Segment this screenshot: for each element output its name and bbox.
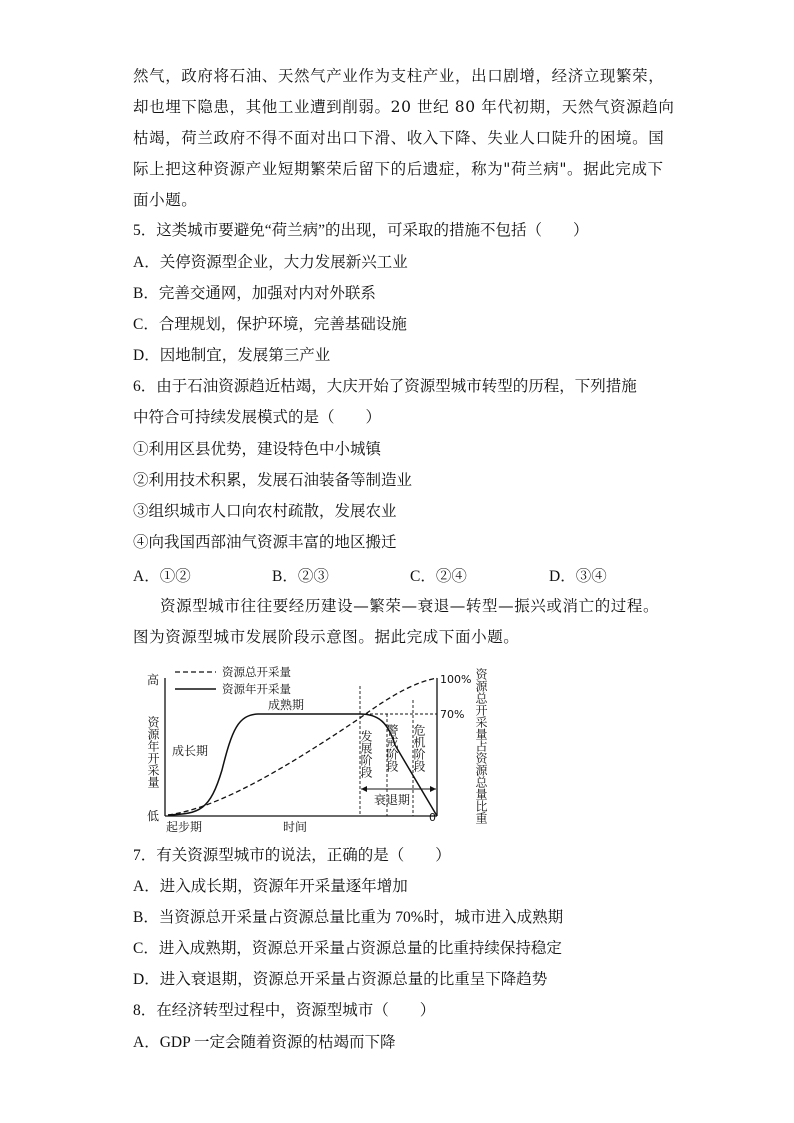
question-6-option-a[interactable]: A．①② [133,568,191,585]
warning-phase-label: 警戒阶段 [385,724,399,772]
question-6-item: ①利用区县优势，建设特色中小城镇 [133,441,382,458]
question-5-stem: 5．这类城市要避免“荷兰病”的出现，可采取的措施不包括（ ） [133,222,589,239]
question-8-option-a[interactable]: A．GDP 一定会随着资源的枯竭而下降 [133,1034,396,1051]
crisis-phase-label: 危机阶段 [412,724,426,772]
figure-intro: 资源型城市往往要经历建设—繁荣—衰退—转型—振兴或消亡的过程。 [160,597,660,615]
legend-total-label: 资源总开采量 [222,665,291,679]
legend-annual-label: 资源年开采量 [222,682,291,696]
right-70-label: 70% [440,708,465,721]
question-6-option-d[interactable]: D．③④ [549,568,607,585]
question-6-option-b[interactable]: B．②③ [272,568,329,585]
x-axis-label: 时间 [283,820,308,834]
right-100-label: 100% [440,673,472,686]
question-6-stem: 6．由于石油资源趋近枯竭，大庆开始了资源型城市转型的历程，下列措施 [133,378,637,395]
right-zero-label: 0 [429,811,436,824]
question-6-item: ②利用技术积累，发展石油装备等制造业 [133,472,413,489]
question-6-stem: 中符合可持续发展模式的是（ ） [133,409,382,426]
question-5-option-c[interactable]: C．合理规划，保护环境，完善基础设施 [133,316,407,333]
question-5-option-d[interactable]: D．因地制宜，发展第三产业 [133,347,331,364]
right-axis-label: 资源总开采量占资源总量比重 [474,668,488,824]
passage-line: 际上把这种资源产业短期繁荣后留下的后遗症，称为"荷兰病"。据此完成下 [133,160,664,178]
passage-line: 面小题。 [133,191,198,209]
question-7-option-d[interactable]: D．进入衰退期，资源总开采量占资源总量的比重呈下降趋势 [133,971,548,988]
question-6-options [133,564,653,586]
question-8-stem: 8．在经济转型过程中，资源型城市（ ） [133,1002,436,1019]
question-5-option-b[interactable]: B．完善交通网，加强对内对外联系 [133,285,376,302]
question-7-option-b[interactable]: B．当资源总开采量占资源总量比重为 70%时，城市进入成熟期 [133,909,564,926]
resource-city-stage-diagram [140,660,500,840]
question-6-item: ③组织城市人口向农村疏散，发展农业 [133,503,397,520]
question-7-stem: 7．有关资源型城市的说法，正确的是（ ） [133,847,451,864]
left-low-label: 低 [147,809,160,823]
start-stage-label: 起步期 [166,820,203,834]
question-5-option-a[interactable]: A．关停资源型企业，大力发展新兴工业 [133,254,408,271]
decline-stage-label: 衰退期 [374,793,411,807]
passage-line: 然气，政府将石油、天然气产业作为支柱产业，出口剧增，经济立现繁荣， [133,67,665,85]
mature-stage-label: 成熟期 [268,698,305,712]
passage-line: 枯竭，荷兰政府不得不面对出口下滑、收入下降、失业人口陡升的困境。国 [133,129,665,147]
growth-stage-label: 成长期 [172,744,209,758]
left-high-label: 高 [147,673,160,687]
question-6-option-c[interactable]: C．②④ [410,568,467,585]
develop-phase-label: 发展阶段 [359,730,373,778]
left-axis-label: 资源年开采量 [146,716,160,788]
question-6-item: ④向我国西部油气资源丰富的地区搬迁 [133,534,397,551]
figure-intro: 图为资源型城市发展阶段示意图。据此完成下面小题。 [133,628,520,646]
passage-line: 却也埋下隐患，其他工业遭到削弱。20 世纪 80 年代初期，天然气资源趋向 [133,98,675,116]
question-7-option-c[interactable]: C．进入成熟期，资源总开采量占资源总量的比重持续保持稳定 [133,940,562,957]
question-7-option-a[interactable]: A．进入成长期，资源年开采量逐年增加 [133,878,408,895]
